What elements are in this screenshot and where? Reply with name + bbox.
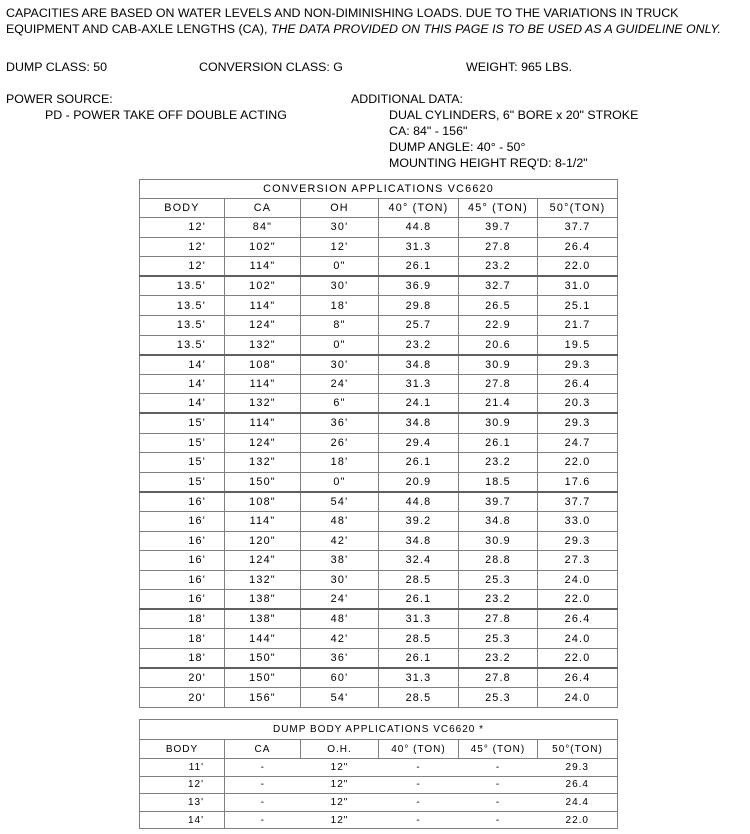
table-cell: 54' [301,688,379,708]
table-cell: 15' [140,433,225,453]
dump-body-applications-table [139,719,618,829]
table-cell: 124" [225,551,301,571]
table-cell: 34.8 [459,511,538,531]
table-cell: 44.8 [379,492,459,512]
table-cell: 17.6 [538,472,618,492]
table-cell: 22.0 [538,649,618,669]
table-cell: 12' [140,218,225,238]
table-cell: 48' [301,511,379,531]
table-cell: 13' [140,794,225,812]
conversion-applications-table [139,179,618,708]
table-cell: 6" [301,394,379,414]
table-cell: 8" [301,315,379,335]
column-header: 45° (TON) [459,740,538,759]
table-row [140,472,618,492]
column-header: 50°(TON) [538,199,618,218]
table-cell: 0" [301,335,379,355]
table-cell: 20.6 [459,335,538,355]
table-cell: 13.5' [140,315,225,335]
additional-data-line: DUAL CYLINDERS, 6" BORE x 20" STROKE [389,108,639,122]
table-cell: 54' [301,492,379,512]
table-cell: 31.3 [379,237,459,257]
additional-data-line: CA: 84" - 156" [389,124,468,138]
table-cell: 102" [225,237,301,257]
table-cell: 20' [140,668,225,688]
table-cell: 132" [225,453,301,473]
table-cell: 25.1 [538,296,618,316]
table-cell: 26.4 [538,374,618,394]
conversion-class: CONVERSION CLASS: G [199,60,343,74]
table-row [140,374,618,394]
column-header: 45° (TON) [459,199,538,218]
table-cell: 25.3 [459,688,538,708]
table-cell: 26.1 [379,257,459,277]
power-source-label: POWER SOURCE: [6,92,113,106]
table-cell: 114" [225,296,301,316]
table-cell: - [459,759,538,777]
column-header: OH [301,199,379,218]
table-cell: 14' [140,394,225,414]
table-row [140,335,618,355]
table-cell: 132" [225,394,301,414]
table-cell: 28.5 [379,688,459,708]
table-cell: 26.4 [538,609,618,629]
table-row [140,433,618,453]
table-cell: 36.9 [379,276,459,296]
table-cell: 21.7 [538,315,618,335]
table-cell: 14' [140,355,225,375]
table-cell: 26.4 [538,776,618,794]
table-title: DUMP BODY APPLICATIONS VC6620 * [140,720,618,740]
table-cell: 23.2 [379,335,459,355]
table-row [140,759,618,777]
table-row [140,511,618,531]
table-cell: 18.5 [459,472,538,492]
table-row [140,794,618,812]
table-row [140,649,618,669]
table-cell: 24.0 [538,688,618,708]
table-cell: 15' [140,472,225,492]
table-cell: 26.1 [459,433,538,453]
table-cell: 23.2 [459,649,538,669]
table-cell: 0" [301,257,379,277]
additional-data-label: ADDITIONAL DATA: [351,92,463,106]
table-cell: 29.3 [538,759,618,777]
table-cell: 114" [225,374,301,394]
column-header: 40° (TON) [379,740,459,759]
table-row [140,629,618,649]
table-cell: 23.2 [459,453,538,473]
table-cell: 150" [225,472,301,492]
table-cell: 16' [140,492,225,512]
column-header: BODY [140,199,225,218]
table-cell: 114" [225,413,301,433]
power-source-value: PD - POWER TAKE OFF DOUBLE ACTING [45,108,287,122]
table-cell: 39.7 [459,492,538,512]
table-cell: 15' [140,413,225,433]
table-cell: 13.5' [140,276,225,296]
table-cell: 30' [301,276,379,296]
table-cell: 27.8 [459,374,538,394]
table-cell: 12" [301,794,379,812]
table-cell: 18' [301,296,379,316]
table-cell: 26' [301,433,379,453]
table-cell: 22.9 [459,315,538,335]
weight: WEIGHT: 965 LBS. [466,60,573,74]
table-cell: 14' [140,374,225,394]
table-cell: 23.2 [459,590,538,610]
table-cell: 108" [225,355,301,375]
table-cell: 29.8 [379,296,459,316]
table-cell: 20.9 [379,472,459,492]
table-cell: 28.5 [379,570,459,590]
table-cell: 20.3 [538,394,618,414]
table-row [140,811,618,829]
table-cell: 26.4 [538,668,618,688]
table-cell: - [379,759,459,777]
table-cell: 132" [225,570,301,590]
table-row [140,296,618,316]
table-cell: 48' [301,609,379,629]
table-row [140,609,618,629]
table-cell: 84" [225,218,301,238]
table-cell: - [225,759,301,777]
table-cell: 24.4 [538,794,618,812]
table-cell: - [379,811,459,829]
table-title: CONVERSION APPLICATIONS VC6620 [140,180,618,199]
column-header: BODY [140,740,225,759]
table-cell: 102" [225,276,301,296]
table-cell: 25.3 [459,629,538,649]
table-cell: 22.0 [538,257,618,277]
table-row [140,776,618,794]
table-cell: 30.9 [459,531,538,551]
table-cell: 13.5' [140,296,225,316]
dump-class: DUMP CLASS: 50 [6,60,108,74]
column-header: CA [225,199,301,218]
table-cell: 31.0 [538,276,618,296]
table-cell: 150" [225,649,301,669]
column-header: 50°(TON) [538,740,618,759]
table-row [140,453,618,473]
table-cell: - [225,794,301,812]
table-cell: 12" [301,811,379,829]
table-cell: 13.5' [140,335,225,355]
table-cell: 28.8 [459,551,538,571]
table-cell: 27.3 [538,551,618,571]
table-cell: 31.3 [379,668,459,688]
table-cell: 30.9 [459,355,538,375]
table-cell: 31.3 [379,609,459,629]
table-cell: 12" [301,776,379,794]
disclaimer-guideline-text: THE DATA PROVIDED ON THIS PAGE IS TO BE USED AS A GUIDELINE ONLY. [270,22,721,36]
table-cell: - [379,794,459,812]
table-row [140,570,618,590]
table-row [140,668,618,688]
table-cell: 32.7 [459,276,538,296]
table-cell: - [459,794,538,812]
table-cell: 26.1 [379,590,459,610]
table-cell: 16' [140,531,225,551]
table-cell: - [379,776,459,794]
column-header: 40° (TON) [379,199,459,218]
table-cell: 18' [301,453,379,473]
table-row [140,394,618,414]
table-cell: 34.8 [379,355,459,375]
table-cell: 30' [301,355,379,375]
table-cell: 19.5 [538,335,618,355]
table-cell: 28.5 [379,629,459,649]
table-cell: 26.5 [459,296,538,316]
table-row [140,276,618,296]
table-cell: 114" [225,257,301,277]
table-cell: 24' [301,590,379,610]
table-cell: 29.3 [538,355,618,375]
table-cell: 16' [140,511,225,531]
table-cell: 24.0 [538,570,618,590]
table-cell: 25.3 [459,570,538,590]
table-cell: 23.2 [459,257,538,277]
table-cell: 29.3 [538,531,618,551]
table-cell: 15' [140,453,225,473]
table-cell: 132" [225,335,301,355]
table-cell: 156" [225,688,301,708]
table-cell: 30' [301,218,379,238]
column-header: O.H. [301,740,379,759]
table-row [140,531,618,551]
table-cell: - [225,776,301,794]
table-cell: 25.7 [379,315,459,335]
table-cell: 37.7 [538,218,618,238]
table-cell: 124" [225,433,301,453]
table-cell: 20' [140,688,225,708]
table-cell: 18' [140,609,225,629]
table-cell: 24.7 [538,433,618,453]
table-row [140,218,618,238]
table-cell: 22.0 [538,811,618,829]
table-cell: 22.0 [538,453,618,473]
table-cell: 120" [225,531,301,551]
table-cell: 11' [140,759,225,777]
table-cell: 34.8 [379,531,459,551]
table-row [140,413,618,433]
table-cell: 150" [225,668,301,688]
table-cell: 12' [301,237,379,257]
table-cell: 16' [140,551,225,571]
column-header: CA [225,740,301,759]
table-cell: 12' [140,237,225,257]
table-row [140,315,618,335]
table-cell: 34.8 [379,413,459,433]
table-row [140,551,618,571]
table-cell: 24.0 [538,629,618,649]
table-cell: 12' [140,776,225,794]
table-cell: 138" [225,590,301,610]
table-cell: 27.8 [459,237,538,257]
additional-data-line: DUMP ANGLE: 40° - 50° [389,140,526,154]
additional-data-line: MOUNTING HEIGHT REQ'D: 8-1/2" [389,156,588,170]
table-cell: 31.3 [379,374,459,394]
table-cell: 18' [140,629,225,649]
table-cell: - [459,776,538,794]
disclaimer-text: CAPACITIES ARE BASED ON WATER LEVELS AND NON-DIMINISHING LOADS. DUE TO THE VARIATIONS IN TRUCK EQUIPMENT AND CAB-AXLE LENGTHS (CA), [6,6,679,36]
table-cell: 108" [225,492,301,512]
table-row [140,355,618,375]
table-cell: 12' [140,257,225,277]
table-cell: 114" [225,511,301,531]
table-cell: 24' [301,374,379,394]
table-cell: - [225,811,301,829]
table-cell: 44.8 [379,218,459,238]
table-cell: 60' [301,668,379,688]
table-cell: 22.0 [538,590,618,610]
table-cell: - [459,811,538,829]
table-cell: 36' [301,413,379,433]
table-cell: 29.3 [538,413,618,433]
table-cell: 16' [140,570,225,590]
table-cell: 138" [225,609,301,629]
table-cell: 18' [140,649,225,669]
table-row [140,257,618,277]
table-cell: 27.8 [459,609,538,629]
table-cell: 42' [301,531,379,551]
table-cell: 39.2 [379,511,459,531]
disclaimer-paragraph [6,5,746,37]
table-cell: 33.0 [538,511,618,531]
table-cell: 36' [301,649,379,669]
table-cell: 0" [301,472,379,492]
table-row [140,688,618,708]
table-cell: 144" [225,629,301,649]
table-cell: 12" [301,759,379,777]
table-cell: 26.1 [379,649,459,669]
table-row [140,492,618,512]
table-row [140,237,618,257]
table-cell: 32.4 [379,551,459,571]
table-cell: 124" [225,315,301,335]
table-cell: 26.4 [538,237,618,257]
table-cell: 39.7 [459,218,538,238]
table-cell: 30' [301,570,379,590]
table-cell: 27.8 [459,668,538,688]
table-cell: 14' [140,811,225,829]
table-cell: 16' [140,590,225,610]
table-cell: 30.9 [459,413,538,433]
table-cell: 38' [301,551,379,571]
table-cell: 21.4 [459,394,538,414]
table-row [140,590,618,610]
table-cell: 26.1 [379,453,459,473]
table-cell: 29.4 [379,433,459,453]
table-cell: 24.1 [379,394,459,414]
table-cell: 37.7 [538,492,618,512]
table-cell: 42' [301,629,379,649]
